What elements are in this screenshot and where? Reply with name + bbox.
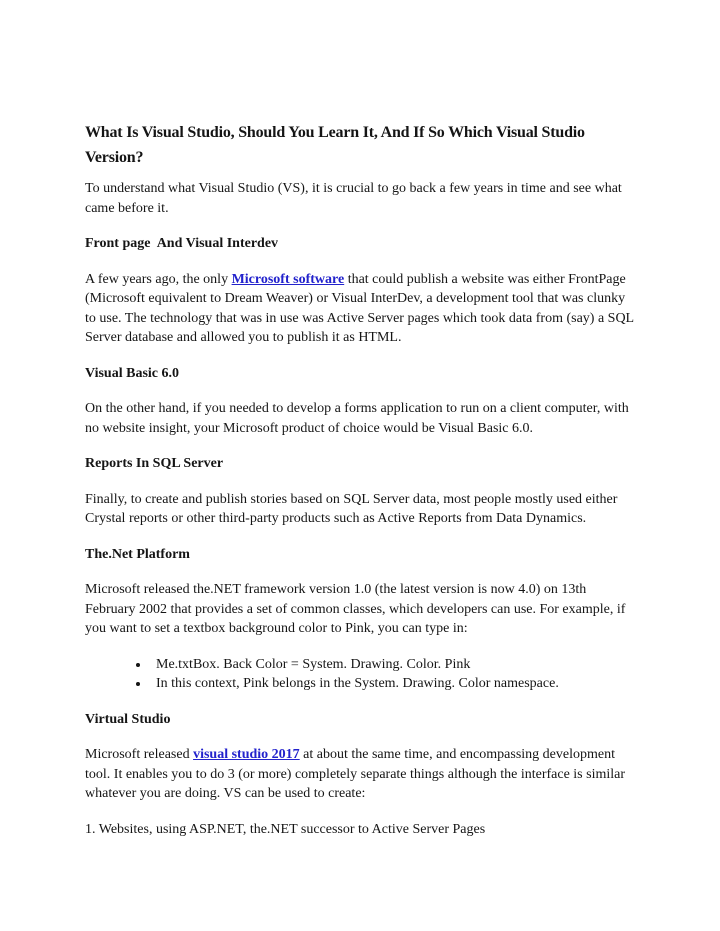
paragraph-visual-basic: On the other hand, if you needed to develop a forms application to run on a client computer, with no website insight, your Microsoft product of choice would be Visual Basic 6.0. bbox=[85, 401, 629, 436]
paragraph-virtual-studio-pre: Microsoft released bbox=[85, 747, 194, 762]
page-title: What Is Visual Studio, Should You Learn It, And If So Which Visual Studio Version? bbox=[85, 124, 585, 166]
paragraph-frontpage bbox=[85, 270, 638, 348]
heading-virtual-studio: Virtual Studio bbox=[85, 711, 171, 727]
heading-dotnet-platform: The.Net Platform bbox=[85, 546, 190, 562]
microsoft-software-link[interactable]: Microsoft software bbox=[231, 271, 345, 287]
heading-visual-basic: Visual Basic 6.0 bbox=[85, 365, 179, 381]
bullet-item-backcolor: • Me.txtBox. Back Color = System. Drawing. Color. Pink bbox=[150, 655, 638, 675]
intro-paragraph: To understand what Visual Studio (VS), it is crucial to go back a few years in time and see what came before it. bbox=[85, 181, 622, 216]
paragraph-frontpage-pre: A few years ago, the only bbox=[85, 271, 232, 287]
paragraph-dotnet: Microsoft released the.NET framework version 1.0 (the latest version is now 4.0) on 13th February 2002 that provides a set of common classes, which developers can use. For example, if you want to set a textbox background color to Pink, you can type in: bbox=[85, 582, 626, 636]
dotnet-bullet-list bbox=[85, 655, 638, 694]
paragraph-reports-sql: Finally, to create and publish stories based on SQL Server data, most people mostly used either Crystal reports or other third-party products such as Active Reports from Data Dynamics. bbox=[85, 491, 618, 526]
heading-reports-sql: Reports In SQL Server bbox=[85, 456, 224, 471]
visual-studio-2017-link[interactable]: visual studio 2017 bbox=[193, 747, 300, 762]
heading-frontpage-interdev: Front page And Visual Interdev bbox=[85, 236, 279, 251]
paragraph-frontpage-post: that could publish a website was either FrontPage (Microsoft equivalent to Dream Weaver) or Visual InterDev, a development tool that was clunky to use. The technology that was in use was Active Server pages which took data from (say) a SQL Server database and allowed you to publish it as HTML. bbox=[85, 271, 634, 345]
numbered-item-websites: 1. Websites, using ASP.NET, the.NET successor to Active Server Pages bbox=[85, 821, 486, 837]
bullet-item-namespace: • In this context, Pink belongs in the System. Drawing. Color namespace. bbox=[150, 674, 638, 694]
paragraph-virtual-studio bbox=[85, 745, 638, 804]
paragraph-virtual-studio-post: at about the same time, and encompassing development tool. It enables you to do 3 (or more) completely separate things although the interface is similar whatever you are doing. VS can be used to create: bbox=[85, 747, 626, 801]
